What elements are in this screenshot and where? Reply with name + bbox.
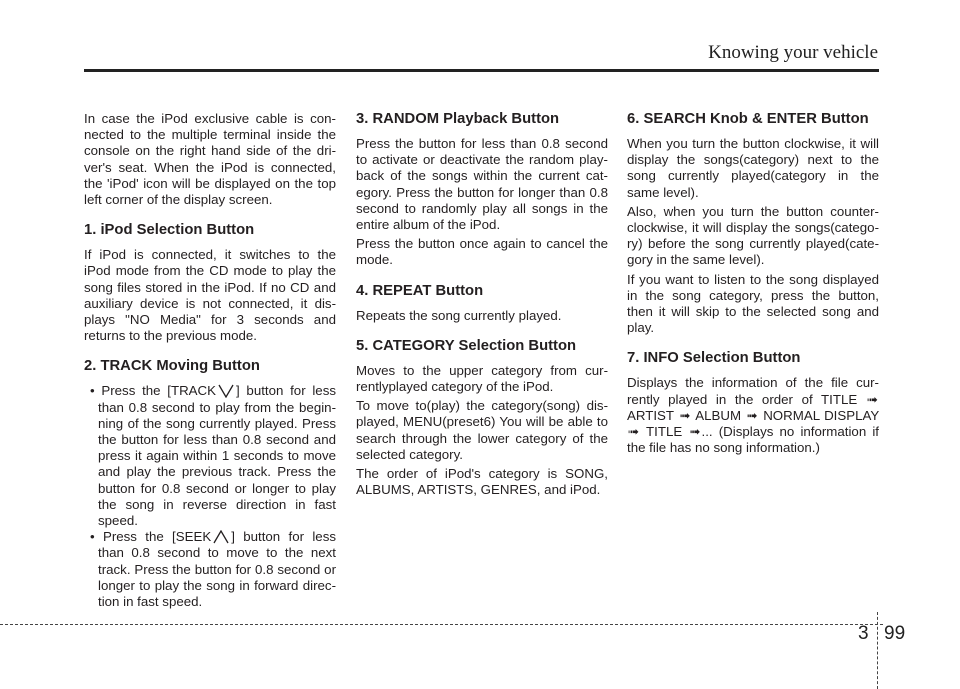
arrow-icon: ➟: [866, 391, 878, 407]
page-number: 99: [884, 623, 906, 644]
track-bullet-start: • Press the [TRACK: [90, 383, 217, 399]
header-rule: [84, 69, 879, 72]
category-text-2: To move to(play) the category(song) dis-played, MENU(preset6) You will be able to search through the lower category of the selected category.: [356, 398, 608, 462]
column-2: [356, 111, 608, 501]
info-text-part: ... (Displays no information if the file has no song information.): [627, 424, 879, 456]
search-text-1: When you turn the button clockwise, it will display the songs(category) next to the song currently played(category in the same level).: [627, 136, 879, 200]
heading-track-moving: 2. TRACK Moving Button: [84, 358, 260, 375]
repeat-text: Repeats the song currently played.: [356, 307, 562, 323]
heading-ipod-selection: 1. iPod Selection Button: [84, 222, 255, 239]
heading-repeat: 4. REPEAT Button: [356, 282, 484, 299]
heading-info-selection: 7. INFO Selection Button: [627, 350, 801, 367]
column-1: [84, 111, 336, 610]
section-title: Knowing your vehicle: [708, 42, 878, 63]
info-text: [627, 375, 879, 456]
chevron-up-icon: [213, 530, 229, 544]
search-text-3: If you want to listen to the song displayed in the song category, press the button, then it will skip to the selected song and play.: [627, 271, 879, 336]
info-text-part: Displays the information of the file cur-rently played in the order of TITLE: [627, 375, 879, 407]
intro-paragraph: In case the iPod exclusive cable is con-nected to the multiple terminal inside the console on the right hand side of the dri-ver's seat. When the iPod is connected, the 'iPod' icon will be displayed on the top left corner of the display screen.: [84, 111, 336, 208]
random-playback-text: Press the button for less than 0.8 second to activate or deactivate the random play-back of the songs within the current cat-egory. Press the button for longer than 0.8 second to randomly play all songs in the entire album of the iPod.: [356, 136, 608, 233]
seek-bullet-end: ] button for less than 0.8 second to move to the next track. Press the button for 0.8 second or longer to play the song in forward direc-tion in fast speed.: [98, 529, 336, 610]
category-text-3: The order of iPod's category is SONG, ALBUMS, ARTISTS, GENRES, and iPod.: [356, 466, 608, 498]
list-item: [84, 529, 336, 610]
heading-category-selection: 5. CATEGORY Selection Button: [356, 337, 577, 354]
arrow-icon: ➟: [746, 407, 758, 423]
chapter-number: 3: [858, 623, 869, 644]
category-text-1: Moves to the upper category from cur-rentlyplayed category of the iPod.: [356, 362, 608, 395]
arrow-icon: ➟: [679, 407, 691, 423]
column-3: [627, 111, 879, 459]
random-cancel-text: Press the button once again to cancel the mode.: [356, 236, 608, 268]
heading-search-knob: 6. SEARCH Knob & ENTER Button: [627, 111, 869, 127]
info-text-part: ALBUM: [695, 407, 742, 423]
search-text-2: Also, when you turn the button counter-clockwise, it will display the songs(catego-ry) before the song currently played(cate-gory in the same level).: [627, 203, 879, 268]
ipod-selection-text: If iPod is connected, it switches to the iPod mode from the CD mode to play the song files stored in the iPod. If no CD and auxiliary device is not connected, it dis-plays "NO Media" for 3 seconds and returns to the previous mode.: [84, 247, 336, 344]
arrow-icon: ➟: [628, 424, 640, 440]
footer-rule: [0, 624, 883, 625]
info-text-part: TITLE: [646, 424, 683, 440]
track-bullet-end: ] button for less than 0.8 second to play from the begin-ning of the song currently played. Press the button for less than 0.8 second and press it again within 1 seconds to move and play the previous track. Press the button for 0.8 second or longer to play the song in reverse direction in fast speed.: [98, 383, 336, 529]
info-text-part: NORMAL DISPLAY: [763, 407, 880, 423]
chevron-down-icon: [218, 384, 234, 398]
arrow-icon: ➟: [689, 424, 701, 440]
heading-random-playback: 3. RANDOM Playback Button: [356, 111, 560, 127]
track-bullet-list: [84, 383, 336, 610]
list-item: [84, 383, 336, 529]
page-divider: [877, 612, 878, 689]
seek-bullet-start: • Press the [SEEK: [90, 529, 212, 545]
info-text-part: ARTIST: [627, 407, 674, 423]
